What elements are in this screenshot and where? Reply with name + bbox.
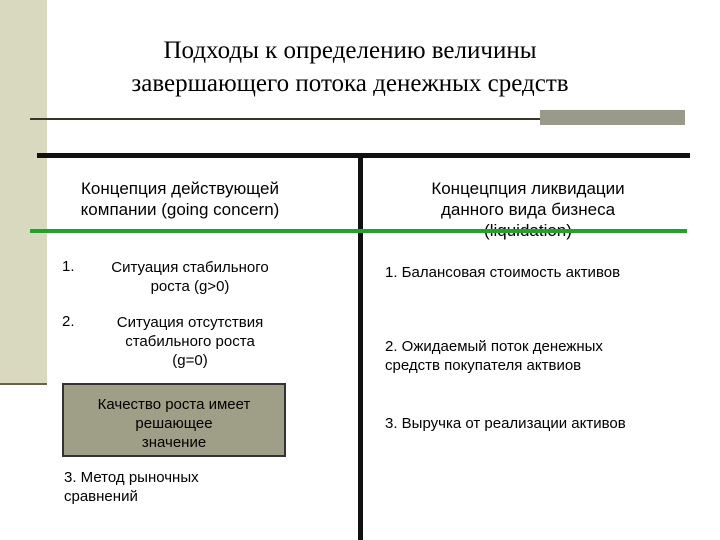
left-column-heading xyxy=(40,178,320,220)
left-item-2-line-1: Ситуация отсутствия xyxy=(116,314,264,331)
accent-block xyxy=(540,110,685,125)
column-divider xyxy=(358,158,363,540)
header-underline xyxy=(30,229,687,233)
left-item-1 xyxy=(90,258,290,296)
slide-title xyxy=(70,34,630,100)
right-item-1: 1. Балансовая стоимость активов xyxy=(385,264,621,281)
left-item-1-number: 1. xyxy=(62,258,75,275)
title-divider xyxy=(30,118,540,120)
right-heading-line-2: данного вида бизнеса xyxy=(440,200,616,219)
title-line-2: завершающего потока денежных средств xyxy=(131,70,569,97)
left-bar-stripe xyxy=(0,383,47,385)
right-item-3: 3. Выручка от реализации активов xyxy=(385,415,626,432)
right-item-2-line-2: средств покупателя актвиов xyxy=(385,357,582,374)
title-line-1: Подходы к определению величины xyxy=(163,37,537,64)
left-item-2-line-2: стабильного роста xyxy=(125,333,255,350)
left-item-3-line-1: 3. Метод рыночных xyxy=(64,469,199,486)
left-item-2 xyxy=(90,313,290,370)
left-item-1-line-2: роста (g>0) xyxy=(150,278,230,295)
left-item-2-number: 2. xyxy=(62,313,75,330)
right-heading-line-1: Концецпция ликвидации xyxy=(431,179,625,198)
growth-quality-box xyxy=(62,383,286,457)
left-item-3-line-2: сравнений xyxy=(64,488,138,505)
left-heading-line-1: Концепция действующей xyxy=(81,179,279,198)
box-line-2: решающее xyxy=(135,415,213,432)
right-item-2 xyxy=(385,337,705,375)
left-heading-line-2: компании (going concern) xyxy=(80,200,280,219)
left-item-1-line-1: Ситуация стабильного xyxy=(111,259,269,276)
box-line-1: Качество роста имеет xyxy=(97,396,251,413)
right-item-2-line-1: 2. Ожидаемый поток денежных xyxy=(385,338,603,355)
left-item-2-line-3: (g=0) xyxy=(172,352,208,369)
box-line-3: значение xyxy=(141,434,207,451)
left-item-3 xyxy=(64,468,294,506)
table-top-line xyxy=(37,153,690,158)
